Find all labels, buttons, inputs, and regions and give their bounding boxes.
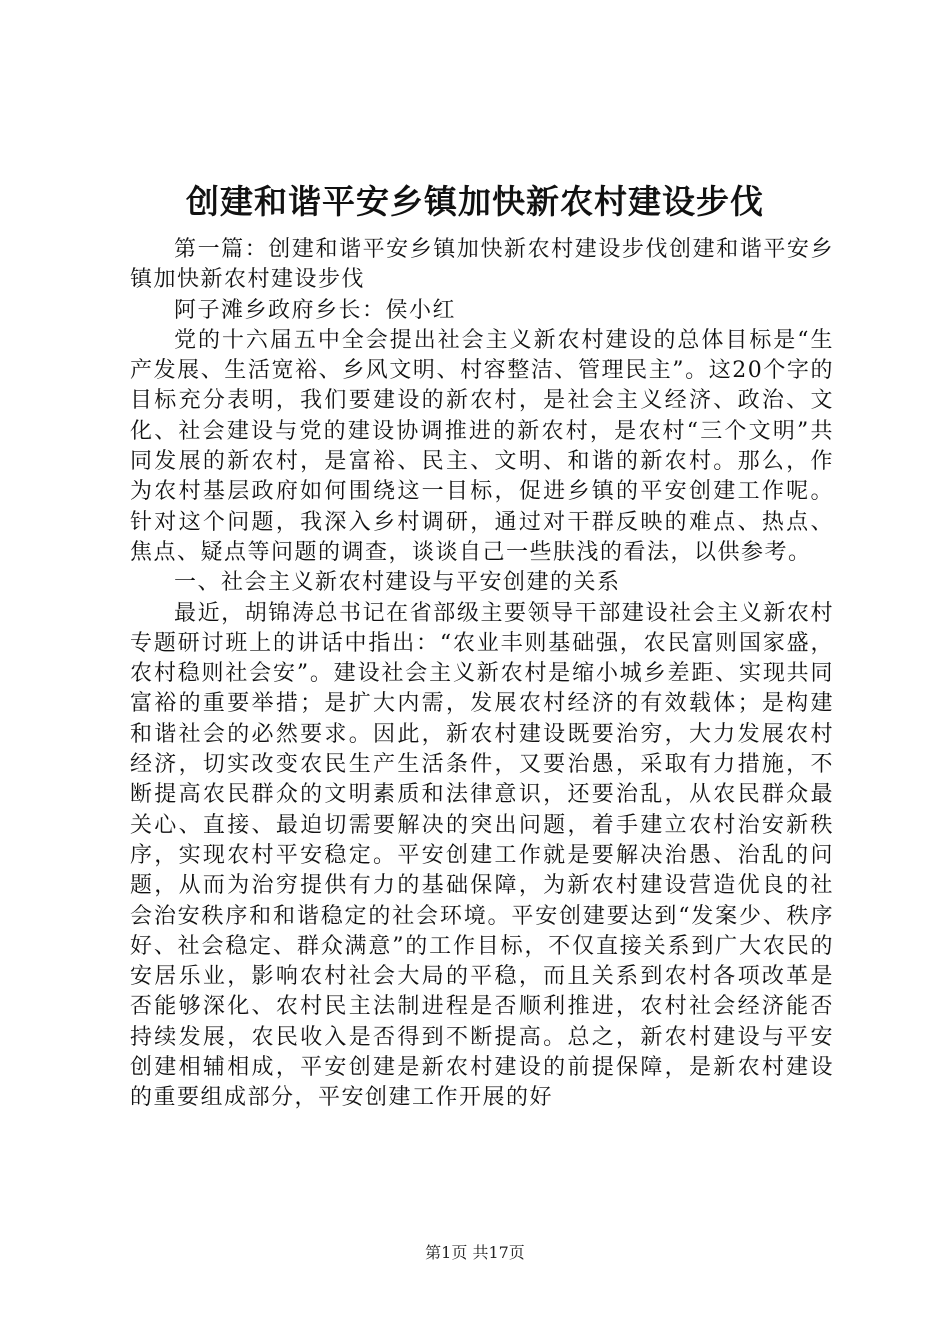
paragraph-section-body: 最近，胡锦涛总书记在省部级主要领导干部建设社会主义新农村专题研讨班上的讲话中指出：“农业丰则基础强，农民富则国家盛，农村稳则社会安”。建设社会主义新农村是缩小城乡差距、实现共同富裕的重要举措；是扩大内需，发展农村经济的有效载体；是构建和谐社会的必然要求。因此，新农村建设既要治穷，大力发展农村经济，切实改变农民生产生活条件，又要治愚，采取有力措施，不断提高农民群众的文明素质和法律意识，还要治乱，从农民群众最关心、直接、最迫切需要解决的突出问题，着手建立农村治安新秩序，实现农村平安稳定。平安创建工作就是要解决治愚、治乱的问题，从而为治穷提供有力的基础保障，为新农村建设营造优良的社会治安秩序和和谐稳定的社会环境。平安创建要达到“发案少、秩序好、社会稳定、群众满意”的工作目标，不仅直接关系到广大农民的安居乐业，影响农村社会大局的平稳，而且关系到农村各项改革是否能够深化、农村民主法制进程是否顺利推进，农村社会经济能否持续发展，农民收入是否得到不断提高。总之，新农村建设与平安创建相辅相成，平安创建是新农村建设的前提保障，是新农村建设的重要组成部分，平安创建工作开展的好 [130,600,834,1111]
document-body [130,235,834,1114]
paragraph-intro: 党的十六届五中全会提出社会主义新农村建设的总体目标是“生产发展、生活宽裕、乡风文明、村容整洁、管理民主”。这20个字的目标充分表明，我们要建设的新农村，是社会主义经济、政治、文化、社会建设与党的建设协调推进的新农村，是农村“三个文明”共同发展的新农村，是富裕、民主、文明、和谐的新农村。那么，作为农村基层政府如何围绕这一目标，促进乡镇的平安创建工作呢。针对这个问题，我深入乡村调研，通过对干群反映的难点、热点、焦点、疑点等问题的调查，谈谈自己一些肤浅的看法，以供参考。 [130,327,834,565]
page-number-footer: 第1页 共17页 [425,1243,525,1262]
paragraph-heading-line: 第一篇：创建和谐平安乡镇加快新农村建设步伐创建和谐平安乡镇加快新农村建设步伐 [130,237,834,293]
paragraph-section-heading: 一、社会主义新农村建设与平安创建的关系 [174,570,621,596]
document-title: 创建和谐平安乡镇加快新农村建设步伐 [186,182,764,221]
paragraph-author: 阿子滩乡政府乡长：侯小红 [174,297,457,323]
